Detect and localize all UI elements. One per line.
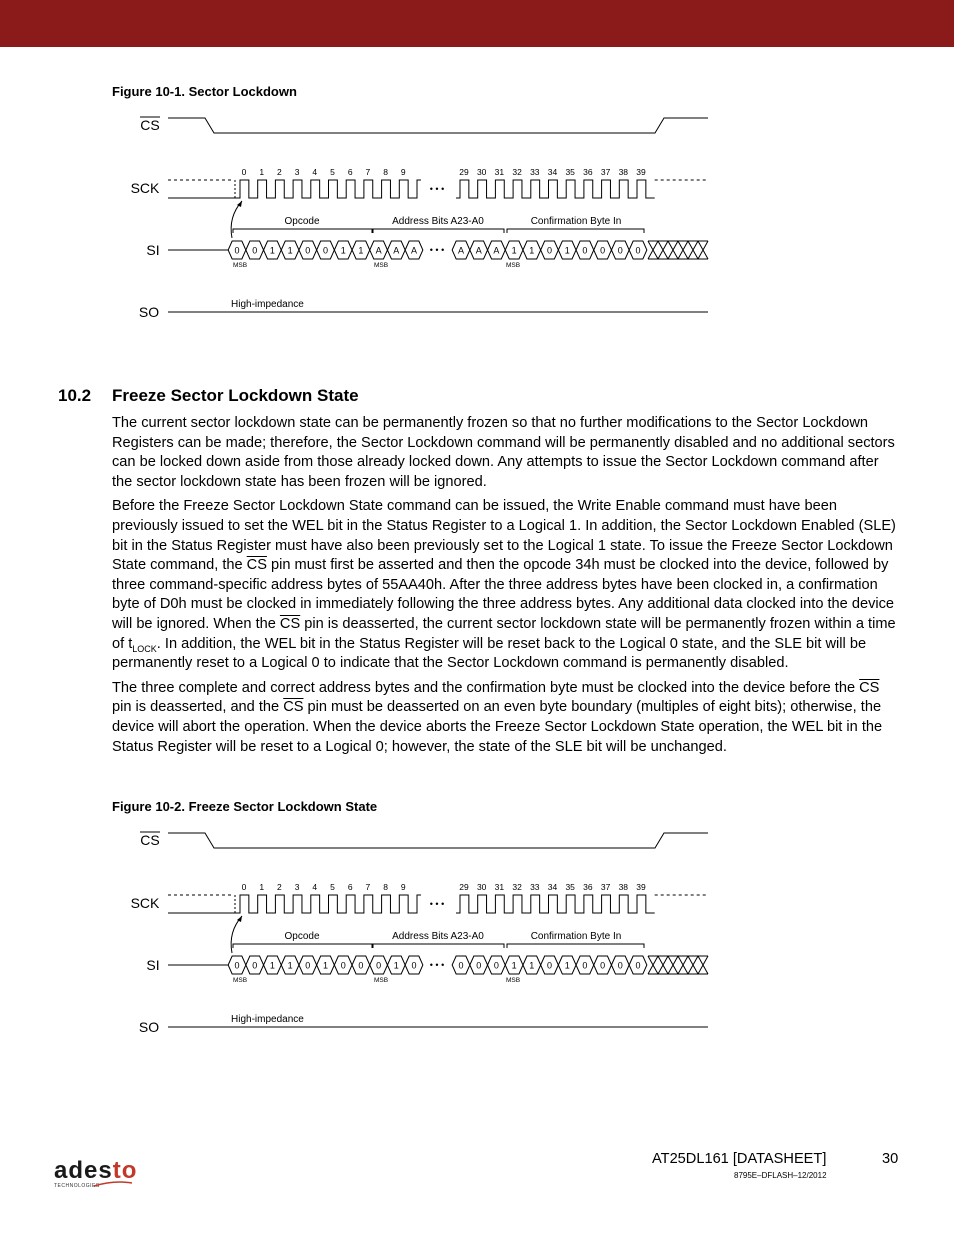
cs-overline-3: $\overline{CS}$ (859, 679, 880, 696)
cs-overline-2: $\overline{CS}$ (279, 615, 301, 632)
si-bit-value: 0 (635, 960, 641, 971)
sck-clock-number: 30 (476, 167, 487, 177)
sck-clock-number: 2 (277, 882, 282, 892)
si-bit-value: 0 (617, 960, 623, 971)
sck-clock-number: 4 (312, 882, 318, 892)
si-label: SI (146, 242, 160, 258)
sck-label: SCK (130, 895, 160, 911)
si-ellipsis: • • • (429, 960, 445, 970)
si-bit-value: A (393, 245, 400, 256)
opcode-bracket (233, 229, 372, 233)
sck-clock-number: 35 (565, 882, 575, 892)
paragraph-2 (112, 497, 897, 673)
si-bit-value: 1 (529, 960, 535, 971)
sck-waveform-left (232, 895, 421, 913)
si-bit-value: 0 (234, 960, 240, 971)
sck-clock-number: 9 (400, 167, 406, 177)
cs-waveform (168, 833, 708, 848)
confirm-label: Confirmation Byte In (530, 216, 622, 227)
si-bit-value: 0 (305, 960, 311, 971)
confirm-bracket (507, 944, 644, 948)
opcode-label: Opcode (284, 216, 320, 227)
opcode-bracket (233, 944, 372, 948)
p2-text-c: pin is deasserted, the current sector lockdown state will be permanently frozen within a time of t (112, 615, 896, 652)
confirm-bracket (507, 229, 644, 233)
si-bit-value: 1 (529, 245, 535, 256)
si-ellipsis: • • • (429, 245, 445, 255)
figure-2-caption: Figure 10-2. Freeze Sector Lockdown State (112, 799, 378, 814)
si-bit-value: 1 (393, 960, 399, 971)
cs-overline-1: $\overline{CS}$ (246, 557, 267, 574)
p3-text-a: The three complete and correct address bytes and the confirmation byte must be clocked into the device before the (112, 679, 860, 696)
sck-clock-number: 37 (600, 167, 611, 177)
sck-clock-number: 8 (383, 882, 388, 892)
t-lock-subscript: LOCK (132, 643, 157, 654)
sck-clock-number: 32 (512, 882, 522, 892)
si-bit-value: 1 (269, 960, 275, 971)
section-title: Freeze Sector Lockdown State (112, 386, 359, 405)
sck-waveform-left (232, 180, 421, 198)
si-bit-value: A (410, 245, 418, 256)
sck-clock-number: 33 (530, 167, 540, 177)
sck-clock-number: 39 (636, 882, 646, 892)
si-bit-value: 0 (582, 960, 588, 971)
p2-text-d: . In addition, the WEL bit in the Status Register will be reset back to the Logical 0 state, and the SLE bit will be permanently reset to a Logical 0 to indicate that the Sector Lockdown command is permanently disabled. (112, 635, 867, 672)
sck-waveform-right (456, 895, 655, 913)
si-bit-value: 0 (546, 245, 553, 256)
si-bit-value: 1 (511, 245, 517, 256)
footer-doc-code: 8795E–DFLASH–12/2012 (734, 1171, 827, 1180)
sck-clock-number: 34 (547, 882, 558, 892)
si-bit-value: 1 (511, 960, 517, 971)
sck-clock-number: 1 (259, 167, 265, 177)
sck-clock-number: 39 (636, 167, 646, 177)
sck-waveform-right (456, 180, 655, 198)
msb-label: MSB (373, 977, 389, 984)
si-bit-value: A (493, 245, 500, 256)
si-bit-value: 0 (600, 245, 606, 256)
sck-clock-number: 3 (294, 882, 300, 892)
si-bit-value: 0 (635, 245, 641, 256)
si-bit-value: 1 (287, 245, 293, 256)
sck-clock-number: 30 (476, 882, 487, 892)
si-bit-value: 1 (269, 245, 275, 256)
sck-clock-number: 4 (312, 167, 318, 177)
si-bit-value: 0 (476, 960, 482, 971)
figure-1-caption: Figure 10-1. Sector Lockdown (112, 84, 297, 99)
msb-label: MSB (232, 262, 248, 269)
so-label: SO (138, 1019, 160, 1035)
section-heading (58, 386, 359, 406)
footer-page-number: 30 (882, 1151, 899, 1167)
si-label: SI (146, 957, 160, 973)
paragraph-3 (112, 679, 897, 757)
so-state-label: High-impedance (231, 299, 304, 310)
cs-overline-4: $\overline{CS}$ (283, 699, 304, 716)
msb-label: MSB (505, 262, 521, 269)
si-bit-value: 0 (582, 245, 588, 256)
sck-clock-number: 38 (618, 167, 629, 177)
sck-clock-number: 32 (512, 167, 522, 177)
msb-label: MSB (505, 977, 521, 984)
si-bit-value: 1 (358, 245, 364, 256)
sck-clock-number: 7 (365, 882, 371, 892)
p2-text-b: pin must first be asserted and then the opcode 34h must be clocked into the device, followed by three command-specific address bytes of 55AA40h. After the three address bytes have been clocked in, a confirmation byte of D0h must be clocked in immediately following the three address bytes. Any additional data clocked into the device will be ignored. When the (112, 557, 895, 632)
si-bit-value: A (457, 245, 465, 256)
sck-clock-number: 31 (494, 167, 505, 177)
section-body (112, 414, 897, 762)
sck-clock-number: 29 (459, 882, 469, 892)
sck-clock-number: 6 (347, 882, 353, 892)
msb-label: MSB (232, 977, 248, 984)
sck-clock-number: 1 (259, 882, 265, 892)
address-bracket (373, 229, 504, 233)
si-bit-value: 1 (322, 960, 329, 971)
si-bit-value: 0 (358, 960, 364, 971)
si-bit-value: 0 (493, 960, 499, 971)
sck-clock-number: 6 (347, 167, 353, 177)
si-bit-value: 0 (600, 960, 606, 971)
si-bit-value: 0 (411, 960, 417, 971)
sck-clock-number: 36 (583, 167, 593, 177)
opcode-label: Opcode (284, 931, 320, 942)
cs-label: CS (140, 832, 160, 848)
figure-2-timing-diagram (0, 820, 954, 1045)
si-bit-value: 1 (287, 960, 293, 971)
si-bit-value: 0 (546, 960, 553, 971)
paragraph-1: The current sector lockdown state can be permanently frozen so that no further modifications to the Sector Lockdown Registers can be made; therefore, the Sector Lockdown command will be permanently disabled and no additional sectors can be locked down aside from those already locked down. Any attempts to issue the Sector Lockdown command after the sector lockdown state has been frozen will be ignored. (112, 415, 895, 490)
sck-clock-number: 8 (383, 167, 388, 177)
sck-clock-number: 35 (565, 167, 575, 177)
address-label: Address Bits A23-A0 (392, 216, 484, 227)
si-bit-value: 0 (458, 960, 464, 971)
sck-clock-number: 36 (583, 882, 593, 892)
sck-clock-number: 37 (600, 882, 611, 892)
sck-clock-number: 29 (459, 167, 469, 177)
si-bit-value: 0 (617, 245, 623, 256)
sck-clock-number: 38 (618, 882, 629, 892)
sck-clock-number: 5 (330, 167, 335, 177)
sck-clock-number: 3 (294, 167, 300, 177)
sck-clock-number: 34 (547, 167, 558, 177)
top-banner (0, 0, 954, 47)
svg-text:adesto: adesto (54, 1157, 138, 1184)
sck-ellipsis: • • • (429, 899, 445, 909)
sck-clock-number: 5 (330, 882, 335, 892)
sck-ellipsis: • • • (429, 184, 445, 194)
si-bit-value: A (475, 245, 482, 256)
cs-waveform (168, 118, 708, 133)
sck-clock-number: 9 (400, 882, 406, 892)
si-bit-value: 0 (234, 245, 240, 256)
section-number: 10.2 (58, 386, 92, 405)
sck-clock-number: 0 (241, 882, 247, 892)
si-bit-value: 0 (376, 960, 382, 971)
so-label: SO (138, 304, 160, 320)
adesto-logo (54, 1156, 144, 1195)
svg-text:TECHNOLOGIES: TECHNOLOGIES (54, 1183, 100, 1189)
sck-clock-number: 7 (365, 167, 371, 177)
sck-clock-number: 33 (530, 882, 540, 892)
si-bit-value: 1 (564, 960, 570, 971)
footer-doc-title: AT25DL161 [DATASHEET] (652, 1151, 827, 1167)
sck-clock-number: 2 (277, 167, 282, 177)
si-bit-value: 0 (322, 245, 329, 256)
p3-text-c: pin must be deasserted on an even byte boundary (multiples of eight bits); otherwise, the device will abort the operation. When the device aborts the Freeze Sector Lockdown State operation, the WEL bit in the Status Register will be reset to a Logical 0; however, the state of the SLE bit will be unchanged. (112, 699, 883, 755)
si-bit-value: 1 (564, 245, 570, 256)
so-state-label: High-impedance (231, 1014, 304, 1025)
msb-label: MSB (373, 262, 389, 269)
p3-text-b: pin is deasserted, and the (112, 699, 284, 716)
sck-clock-number: 31 (494, 882, 505, 892)
figure-1-timing-diagram (0, 105, 954, 330)
si-bit-value: 0 (305, 245, 311, 256)
sck-clock-number: 0 (241, 167, 247, 177)
address-label: Address Bits A23-A0 (392, 931, 484, 942)
si-bit-value: 0 (340, 960, 346, 971)
address-bracket (373, 944, 504, 948)
si-bit-value: A (375, 245, 382, 256)
si-bit-value: 1 (340, 245, 346, 256)
si-bit-value: 0 (252, 245, 258, 256)
confirm-label: Confirmation Byte In (530, 931, 622, 942)
si-bit-value: 0 (252, 960, 258, 971)
sck-label: SCK (130, 180, 160, 196)
cs-label: CS (140, 117, 160, 133)
p2-text-a: Before the Freeze Sector Lockdown State command can be issued, the Write Enable command must have been previously issued to set the WEL bit in the Status Register to a Logical 1. In addition, the Sector Lockdown Enabled (SLE) bit in the Status Register must have also been previously set to the Logical 1 state. To issue the Freeze Sector Lockdown State command, the (112, 498, 896, 574)
